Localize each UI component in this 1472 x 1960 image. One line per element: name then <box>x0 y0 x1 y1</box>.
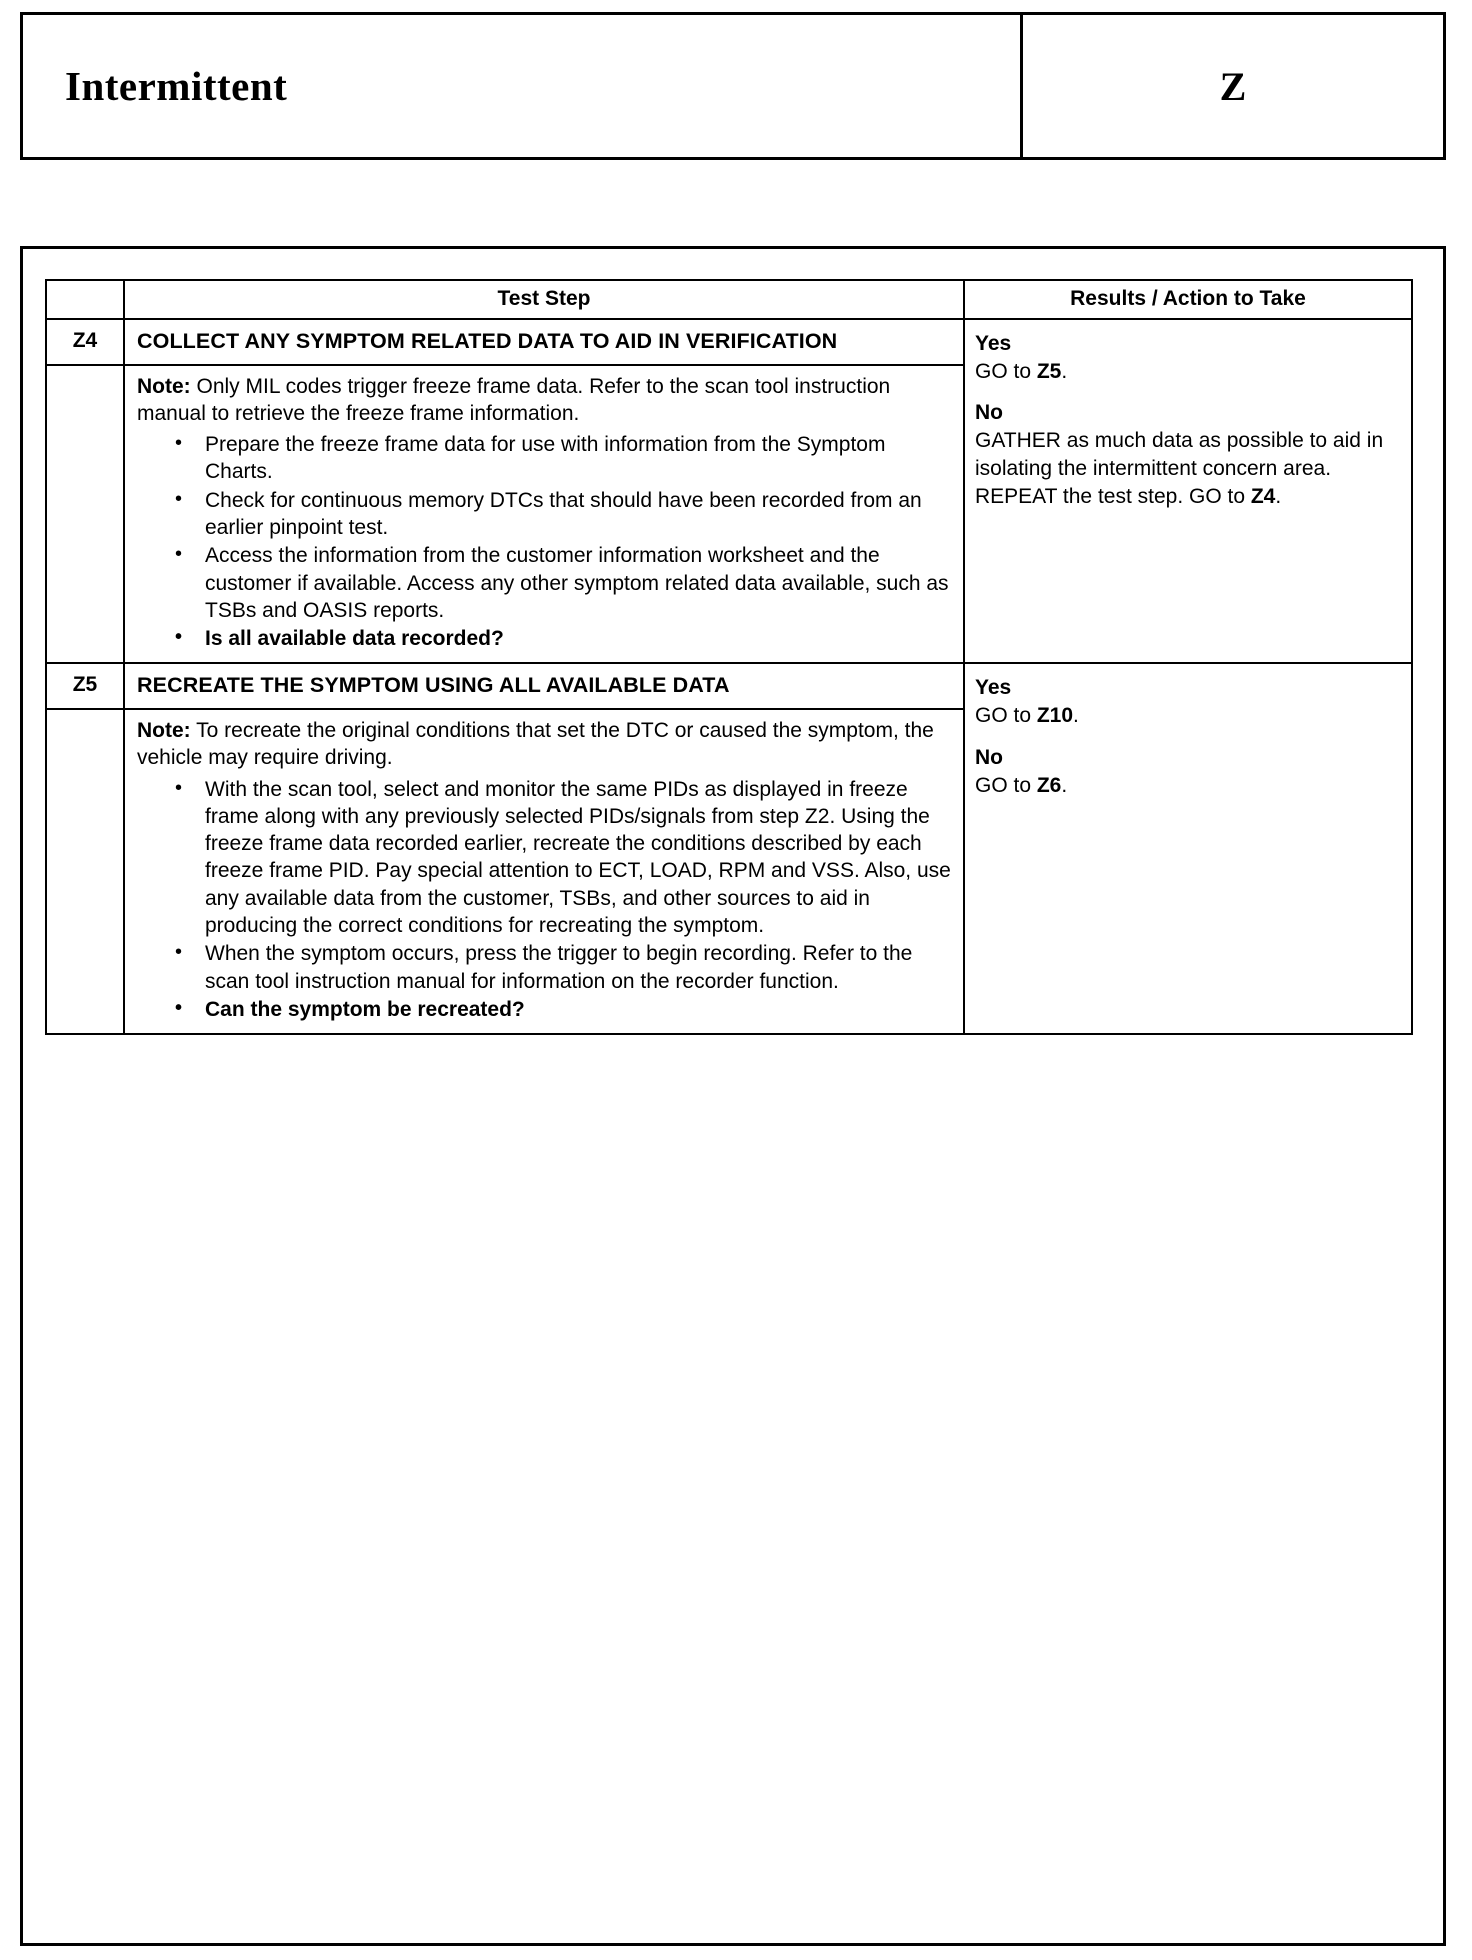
step-detail <box>124 365 964 664</box>
result-no-label: No <box>975 745 1003 769</box>
list-item: • With the scan tool, select and monitor the same PIDs as displayed in freeze frame along with any previously selected PIDs/signals from step Z2. Using the freeze frame data recorded earlier, recreate the conditions described by each freeze frame PID. Pay special attention to ECT, LOAD, RPM and VSS. Also, use any available data from the customer, TSBs, and other sources to aid in producing the correct conditions for recreating the symptom. <box>137 776 953 940</box>
list-item: • When the symptom occurs, press the trigger to begin recording. Refer to the scan tool instruction manual for information on the recorder function. <box>137 940 953 995</box>
header-test-step: Test Step <box>124 280 964 319</box>
table-row <box>46 319 1412 365</box>
result-yes-text <box>975 702 1403 730</box>
step-number: Z5 <box>46 663 124 709</box>
step-question: • Is all available data recorded? <box>137 625 953 652</box>
result-no-target: Z4 <box>1250 484 1276 508</box>
result-no <box>975 399 1403 510</box>
step-detail <box>124 709 964 1034</box>
step-bullet-list <box>137 431 953 652</box>
pinpoint-test-table <box>45 279 1413 1035</box>
header-results: Results / Action to Take <box>964 280 1412 319</box>
result-yes-post: . <box>1061 359 1068 383</box>
result-yes-target: Z5 <box>1036 359 1062 383</box>
result-no-pre: GO to <box>975 773 1037 797</box>
note-text: To recreate the original conditions that set the DTC or caused the symptom, the vehicle may require driving. <box>137 719 934 770</box>
header-title-cell <box>23 15 1023 157</box>
result-yes-pre: GO to <box>975 704 1037 728</box>
page-header <box>20 12 1446 160</box>
step-results <box>964 319 1412 663</box>
table-row <box>46 663 1412 709</box>
step-results <box>964 663 1412 1034</box>
result-yes-target: Z10 <box>1036 704 1074 728</box>
result-yes-label: Yes <box>975 676 1012 700</box>
note-text: Only MIL codes trigger freeze frame data. Refer to the scan tool instruction manual to retrieve the freeze frame information. <box>137 374 891 425</box>
step-number: Z4 <box>46 319 124 365</box>
header-number-blank <box>46 280 124 319</box>
result-yes-pre: GO to <box>975 359 1037 383</box>
result-no-post: . <box>1061 773 1068 797</box>
step-note <box>137 717 953 772</box>
result-yes <box>975 674 1403 729</box>
result-yes-text <box>975 358 1403 386</box>
table-header-row <box>46 280 1412 319</box>
result-no-target: Z6 <box>1036 773 1062 797</box>
result-no-pre: GATHER as much data as possible to aid in isolating the intermittent concern area. REPEAT the test step. GO to <box>975 429 1384 508</box>
step-number-spacer <box>46 365 124 664</box>
step-title: COLLECT ANY SYMPTOM RELATED DATA TO AID IN VERIFICATION <box>124 319 964 365</box>
list-item: • Prepare the freeze frame data for use with information from the Symptom Charts. <box>137 431 953 486</box>
step-number-spacer <box>46 709 124 1034</box>
result-yes <box>975 330 1403 385</box>
note-label: Note: <box>137 374 191 398</box>
header-section-letter-cell <box>1023 15 1443 157</box>
result-yes-label: Yes <box>975 332 1012 355</box>
step-note <box>137 373 953 428</box>
result-no-text <box>975 427 1403 510</box>
result-yes-post: . <box>1073 704 1079 728</box>
page-title: Intermittent <box>65 63 288 109</box>
content-frame <box>20 246 1446 1946</box>
note-label: Note: <box>137 719 191 742</box>
section-letter: Z <box>1219 63 1247 109</box>
list-item: • Check for continuous memory DTCs that should have been recorded from an earlier pinpoint test. <box>137 487 953 542</box>
list-item: • Access the information from the customer information worksheet and the customer if available. Access any other symptom related data available, such as TSBs and OASIS reports. <box>137 542 953 624</box>
step-title: RECREATE THE SYMPTOM USING ALL AVAILABLE DATA <box>124 663 964 709</box>
result-no-text <box>975 772 1403 800</box>
step-question: • Can the symptom be recreated? <box>137 996 953 1023</box>
result-no <box>975 744 1403 799</box>
result-no-label: No <box>975 401 1003 425</box>
result-no-post: . <box>1275 484 1282 508</box>
step-bullet-list <box>137 776 953 1024</box>
